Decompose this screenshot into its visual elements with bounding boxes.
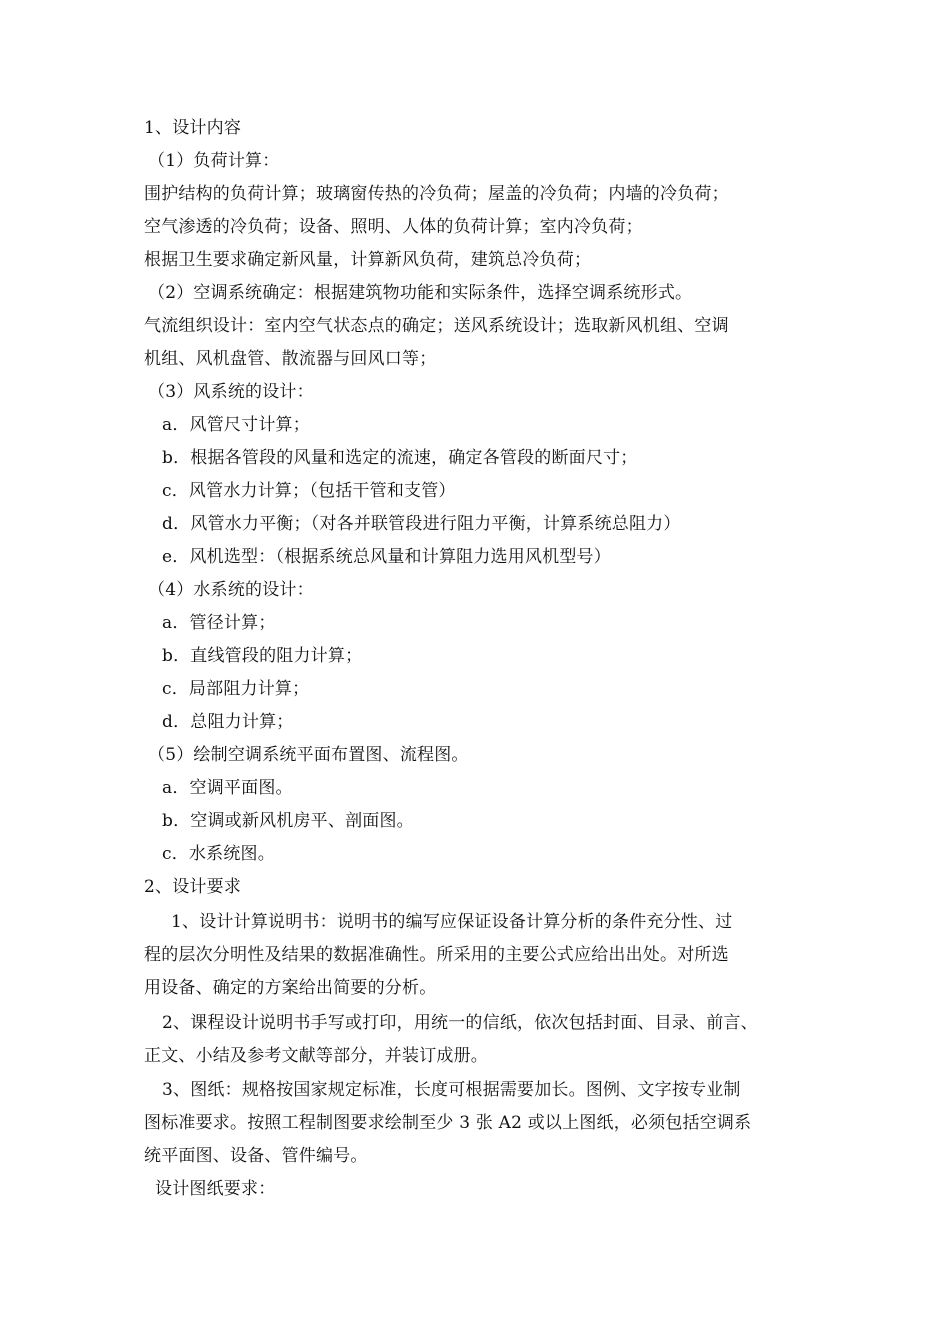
subheading-load-calculation: （1）负荷计算： <box>148 151 280 171</box>
subheading-drawing-requirements: 设计图纸要求： <box>155 1179 276 1199</box>
list-item: a．风管尺寸计算； <box>162 415 310 435</box>
paragraph-line: 根据卫生要求确定新风量，计算新风负荷，建筑总冷负荷； <box>144 250 592 270</box>
paragraph-line: 2、课程设计说明书手写或打印，用统一的信纸，依次包括封面、目录、前言、 <box>162 1013 758 1033</box>
paragraph-line: 围护结构的负荷计算；玻璃窗传热的冷负荷；屋盖的冷负荷；内墙的冷负荷； <box>144 184 729 204</box>
paragraph-line: 1、设计计算说明书：说明书的编写应保证设备计算分析的条件充分性、过 <box>171 912 733 932</box>
subheading-ac-system: （2）空调系统确定：根据建筑物功能和实际条件，选择空调系统形式。 <box>148 283 693 303</box>
list-item: c．水系统图。 <box>162 844 275 864</box>
list-item: c．风管水力计算；（包括干管和支管） <box>162 481 456 501</box>
subheading-air-system: （3）风系统的设计： <box>148 382 314 402</box>
list-item: e．风机选型：（根据系统总风量和计算阻力选用风机型号） <box>162 547 611 567</box>
paragraph-line: 机组、风机盘管、散流器与回风口等； <box>144 349 437 369</box>
list-item: d．风管水力平衡；（对各并联管段进行阻力平衡，计算系统总阻力） <box>162 514 681 534</box>
list-item: d．总阻力计算； <box>162 712 294 732</box>
paragraph-line: 用设备、确定的方案给出简要的分析。 <box>144 978 437 998</box>
paragraph-line: 3、图纸：规格按国家规定标准，长度可根据需要加长。图例、文字按专业制 <box>162 1080 741 1100</box>
paragraph-line: 气流组织设计：室内空气状态点的确定；送风系统设计；选取新风机组、空调 <box>144 316 729 336</box>
subheading-water-system: （4）水系统的设计： <box>148 580 314 600</box>
section-heading-design-requirements: 2、设计要求 <box>144 877 242 897</box>
paragraph-line: 程的层次分明性及结果的数据准确性。所采用的主要公式应给出出处。对所选 <box>144 945 729 965</box>
subheading-drawings: （5）绘制空调系统平面布置图、流程图。 <box>148 745 469 765</box>
list-item: a．管径计算； <box>162 613 276 633</box>
list-item: c．局部阻力计算； <box>162 679 310 699</box>
paragraph-line: 统平面图、设备、管件编号。 <box>144 1146 368 1166</box>
list-item: b．根据各管段的风量和选定的流速，确定各管段的断面尺寸； <box>162 448 638 468</box>
list-item: a．空调平面图。 <box>162 778 293 798</box>
list-item: b．直线管段的阻力计算； <box>162 646 363 666</box>
paragraph-line: 图标准要求。按照工程制图要求绘制至少 3 张 A2 或以上图纸，必须包括空调系 <box>144 1113 752 1133</box>
section-heading-design-content: 1、设计内容 <box>144 118 242 138</box>
list-item: b．空调或新风机房平、剖面图。 <box>162 811 414 831</box>
paragraph-line: 正文、小结及参考文献等部分，并装订成册。 <box>144 1046 488 1066</box>
paragraph-line: 空气渗透的冷负荷；设备、照明、人体的负荷计算；室内冷负荷； <box>144 217 643 237</box>
